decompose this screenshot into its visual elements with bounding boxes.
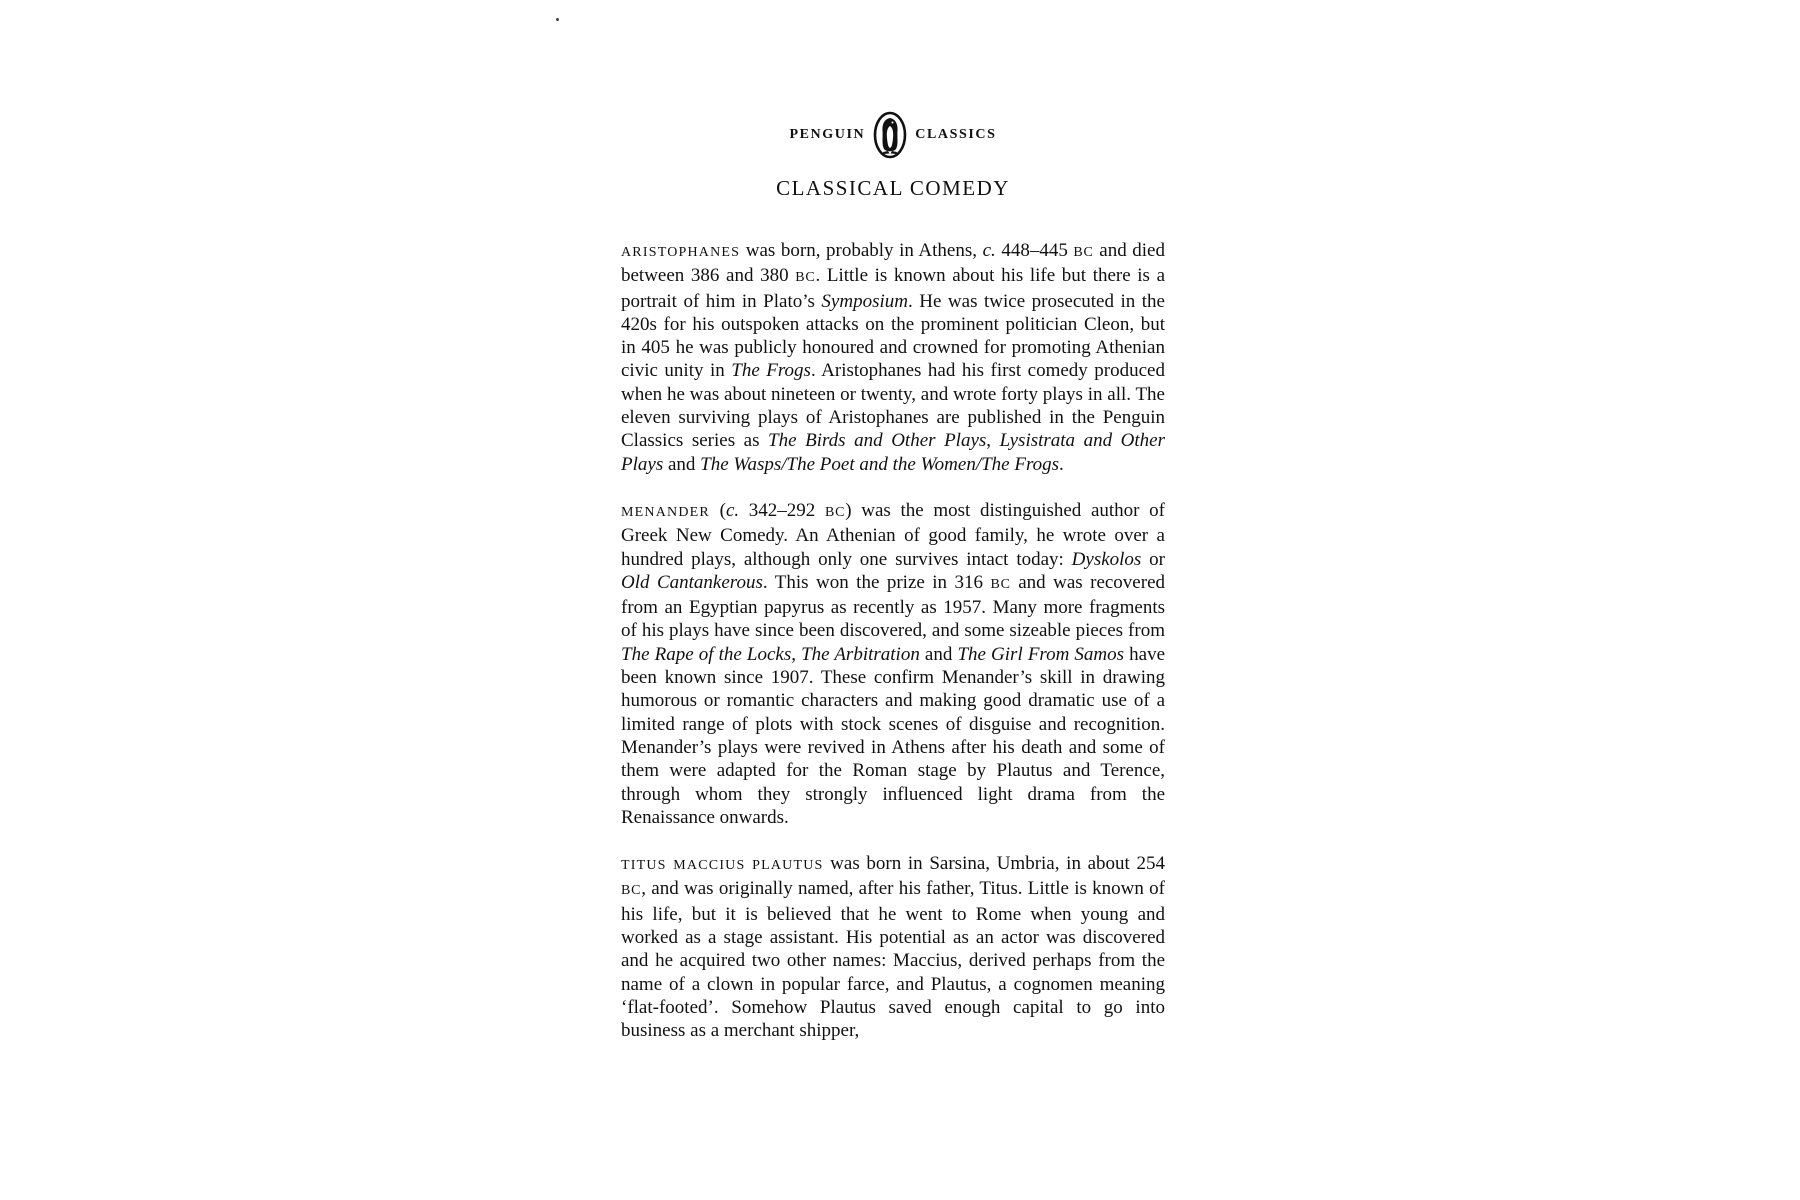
era-abbreviation: BC [1073, 245, 1094, 260]
italic-title-text: The Frogs [731, 360, 811, 382]
italic-title-text: c. [982, 240, 996, 261]
italic-title-text: The Birds and Other Plays [768, 430, 987, 452]
author-name: ARISTOPHANES [621, 245, 741, 260]
penguin-logo-icon [873, 111, 907, 159]
body-text: or [1141, 548, 1166, 570]
body-text: 448–445 [995, 240, 1074, 261]
italic-title-text: The Arbitration [801, 643, 920, 665]
italic-title-text: c. [725, 499, 740, 521]
body-text: . [1059, 453, 1064, 475]
italic-title-text: Lysistrata and Other Plays [621, 430, 1166, 475]
italic-title-text: The Wasps/The Poet and the Women/The Frogs [700, 453, 1060, 475]
imprint-left-word: PENGUIN [789, 127, 866, 142]
era-abbreviation: BC [824, 504, 846, 520]
italic-title-text: The Rape of the Locks [621, 643, 792, 665]
imprint-right-word: CLASSICS [915, 127, 997, 142]
body-text: ) was the most distinguished author of Greek New Comedy. An Athenian of good family, he wrote over a hundred plays, although only one survives intact today: [621, 499, 1166, 570]
body-text: ( [709, 499, 726, 521]
author-name: TITUS MACCIUS PLAUTUS [621, 858, 824, 874]
scan-speck [556, 18, 559, 21]
era-abbreviation: BC [990, 576, 1011, 592]
author-name: MENANDER [621, 504, 710, 520]
series-title: CLASSICAL COMEDY [776, 176, 1010, 200]
italic-title-text: Dyskolos [1071, 548, 1142, 570]
author-bio-plautus [621, 852, 1165, 1042]
body-text: 342–292 [739, 499, 825, 521]
bio-text [621, 853, 1165, 1041]
body-text: and died between 386 and 380 [621, 240, 1165, 287]
body-text: . He was twice prosecuted in the 420s for his outspoken attacks on the prominent politician Cleon, but in 405 he was publicly honoured and crowned for promoting Athenian civic unity in [621, 290, 1165, 382]
italic-title-text: The Girl From Samos [957, 643, 1125, 665]
body-text: have been known since 1907. These confirm Menander’s skill in drawing humorous or romantic characters and making good dramatic use of a limited range of plots with stock scenes of disguise and recognition. Menander’s plays were revived in Athens after his death and some of them were adapted for the Roman stage by Plautus and Terence, through whom they strongly influenced light drama from the Renaissance onwards. [621, 643, 1166, 828]
body-text: . This won the prize in 316 [762, 571, 991, 593]
body-text: was born in Sarsina, Umbria, in about 254 [823, 853, 1165, 875]
bio-text [621, 500, 1165, 828]
publisher-imprint [621, 110, 1165, 160]
body-text: , and was originally named, after his father, Titus. Little is known of his life, but it is believed that he went to Rome when young and worked as a stage assistant. His potential as an actor was discovered and he acquired two other names: Maccius, derived perhaps from the name of a clown in popular farce, and Plautus, a cognomen meaning ‘flat-footed’. Somehow Plautus saved enough capital to go into business as a merchant shipper, [621, 878, 1165, 1042]
author-bio-aristophanes [621, 239, 1165, 476]
bio-text [621, 240, 1165, 475]
body-text: , [791, 643, 802, 665]
body-text: . Little is known about his life but there is a portrait of him in Plato’s [621, 265, 1166, 312]
author-bio-menander [621, 499, 1165, 829]
italic-title-text: Old Cantankerous [621, 571, 763, 593]
body-text: and was recovered from an Egyptian papyrus as recently as 1957. Many more fragments of his plays have since been discovered, and some sizeable pieces from [621, 571, 1165, 642]
body-text: and [663, 453, 701, 475]
book-page [621, 110, 1165, 1066]
italic-title-text: Symposium [821, 290, 908, 312]
body-text: , [986, 430, 1000, 452]
era-abbreviation: BC [621, 883, 642, 899]
body-text: was born, probably in Athens, [740, 240, 983, 261]
era-abbreviation: BC [795, 270, 816, 286]
body-text: . Aristophanes had his first comedy produced when he was about nineteen or twenty, and wrote forty plays in all. The eleven surviving plays of Aristophanes are published in the Penguin Classics series as [621, 360, 1165, 452]
body-text: and [919, 643, 958, 665]
